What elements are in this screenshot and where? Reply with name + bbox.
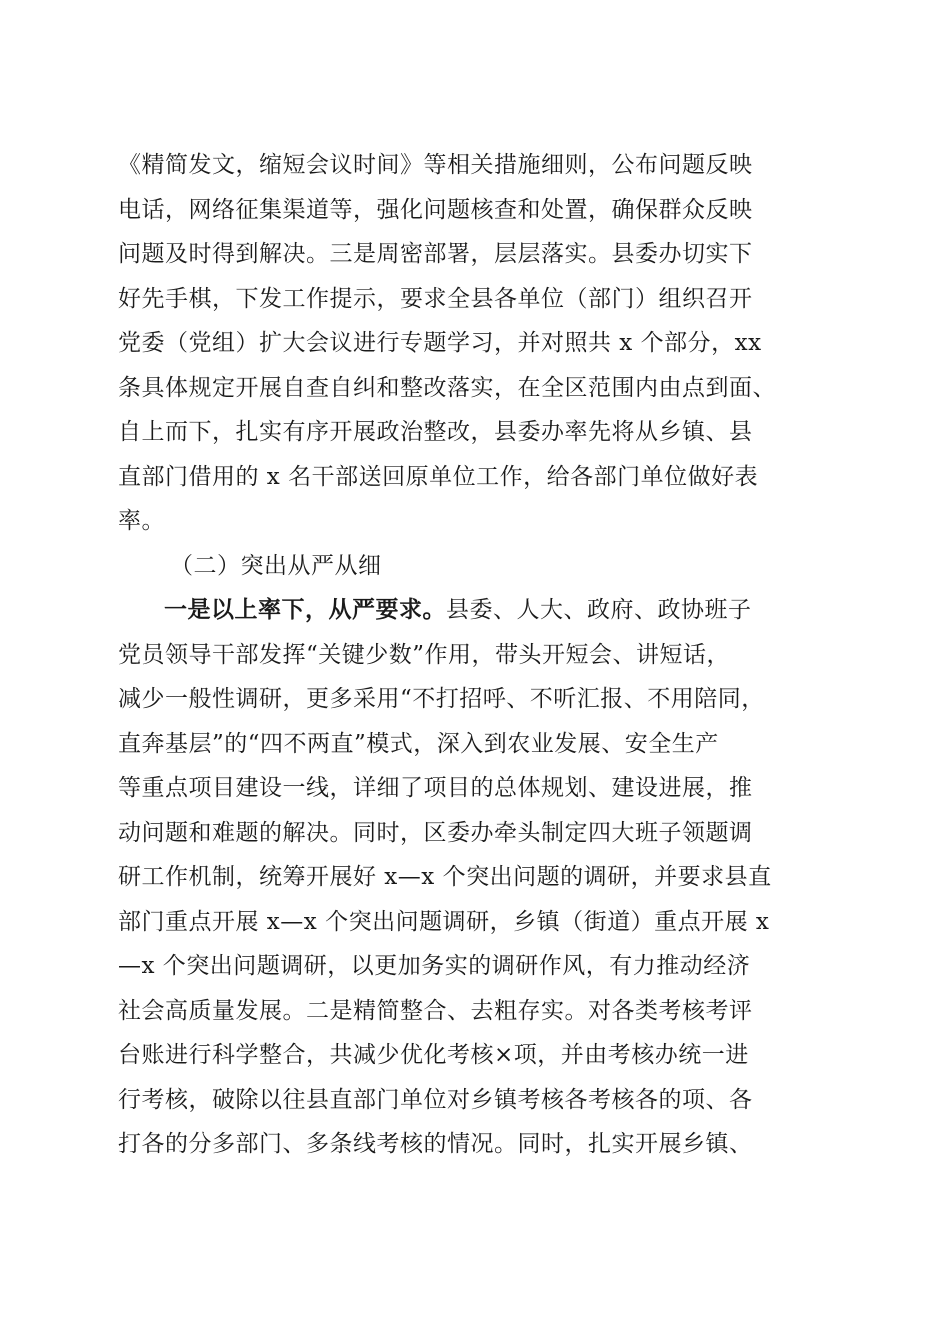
section-heading: （二）突出从严从细 <box>170 552 382 579</box>
paragraph-line: 研工作机制，统筹开展好 x—x 个突出问题的调研，并要求县直 <box>118 864 772 890</box>
paragraph-line: 自上而下，扎实有序开展政治整改，县委办率先将从乡镇、县 <box>118 419 753 445</box>
paragraph-line: 打各的分多部门、多条线考核的情况。同时，扎实开展乡镇、 <box>118 1131 753 1157</box>
paragraph-line: 社会高质量发展。二是精简整合、去粗存实。对各类考核考评 <box>118 997 753 1024</box>
paragraph-line: 台账进行科学整合，共减少优化考核×项，并由考核办统一进 <box>118 1042 749 1068</box>
paragraph-line: 等重点项目建设一线，详细了项目的总体规划、建设进展，推 <box>118 775 753 801</box>
paragraph-line: 《精简发文，缩短会议时间》等相关措施细则，公布问题反映 <box>118 152 753 178</box>
paragraph-line: 电话，网络征集渠道等，强化问题核查和处置，确保群众反映 <box>118 196 753 223</box>
paragraph-line: 动问题和难题的解决。同时，区委办牵头制定四大班子领题调 <box>118 819 753 846</box>
paragraph-line: —x 个突出问题调研，以更加务实的调研作风，有力推动经济 <box>118 953 751 979</box>
paragraph-line: 党委（党组）扩大会议进行专题学习，并对照共 x 个部分，xx <box>118 330 762 356</box>
document-body <box>118 143 838 1167</box>
paragraph-first-line <box>118 588 838 633</box>
paragraph-line: 好先手棋，下发工作提示，要求全县各单位（部门）组织召开 <box>118 285 753 312</box>
paragraph-line: 行考核，破除以往县直部门单位对乡镇考核各考核各的项、各 <box>118 1086 753 1113</box>
bold-lead-phrase: 一是以上率下，从严要求。 <box>164 596 446 623</box>
paragraph-line: 直部门借用的 x 名干部送回原单位工作，给各部门单位做好表 <box>118 463 759 490</box>
paragraph-line: 直奔基层”的“四不两直”模式，深入到农业发展、安全生产 <box>118 730 719 757</box>
paragraph-line: 部门重点开展 x—x 个突出问题调研，乡镇（街道）重点开展 x <box>118 908 770 935</box>
paragraph-line: 条具体规定开展自查自纠和整改落实，在全区范围内由点到面、 <box>118 374 776 401</box>
paragraph-line: 率。 <box>118 508 165 534</box>
paragraph-line: 党员领导干部发挥“关键少数”作用，带头开短会、讲短话， <box>118 641 731 668</box>
paragraph-line-rest: 县委、人大、政府、政协班子 <box>446 597 752 623</box>
paragraph-line: 减少一般性调研，更多采用“不打招呼、不听汇报、不用陪同， <box>118 686 765 712</box>
paragraph-line: 问题及时得到解决。三是周密部署，层层落实。县委办切实下 <box>118 241 753 267</box>
